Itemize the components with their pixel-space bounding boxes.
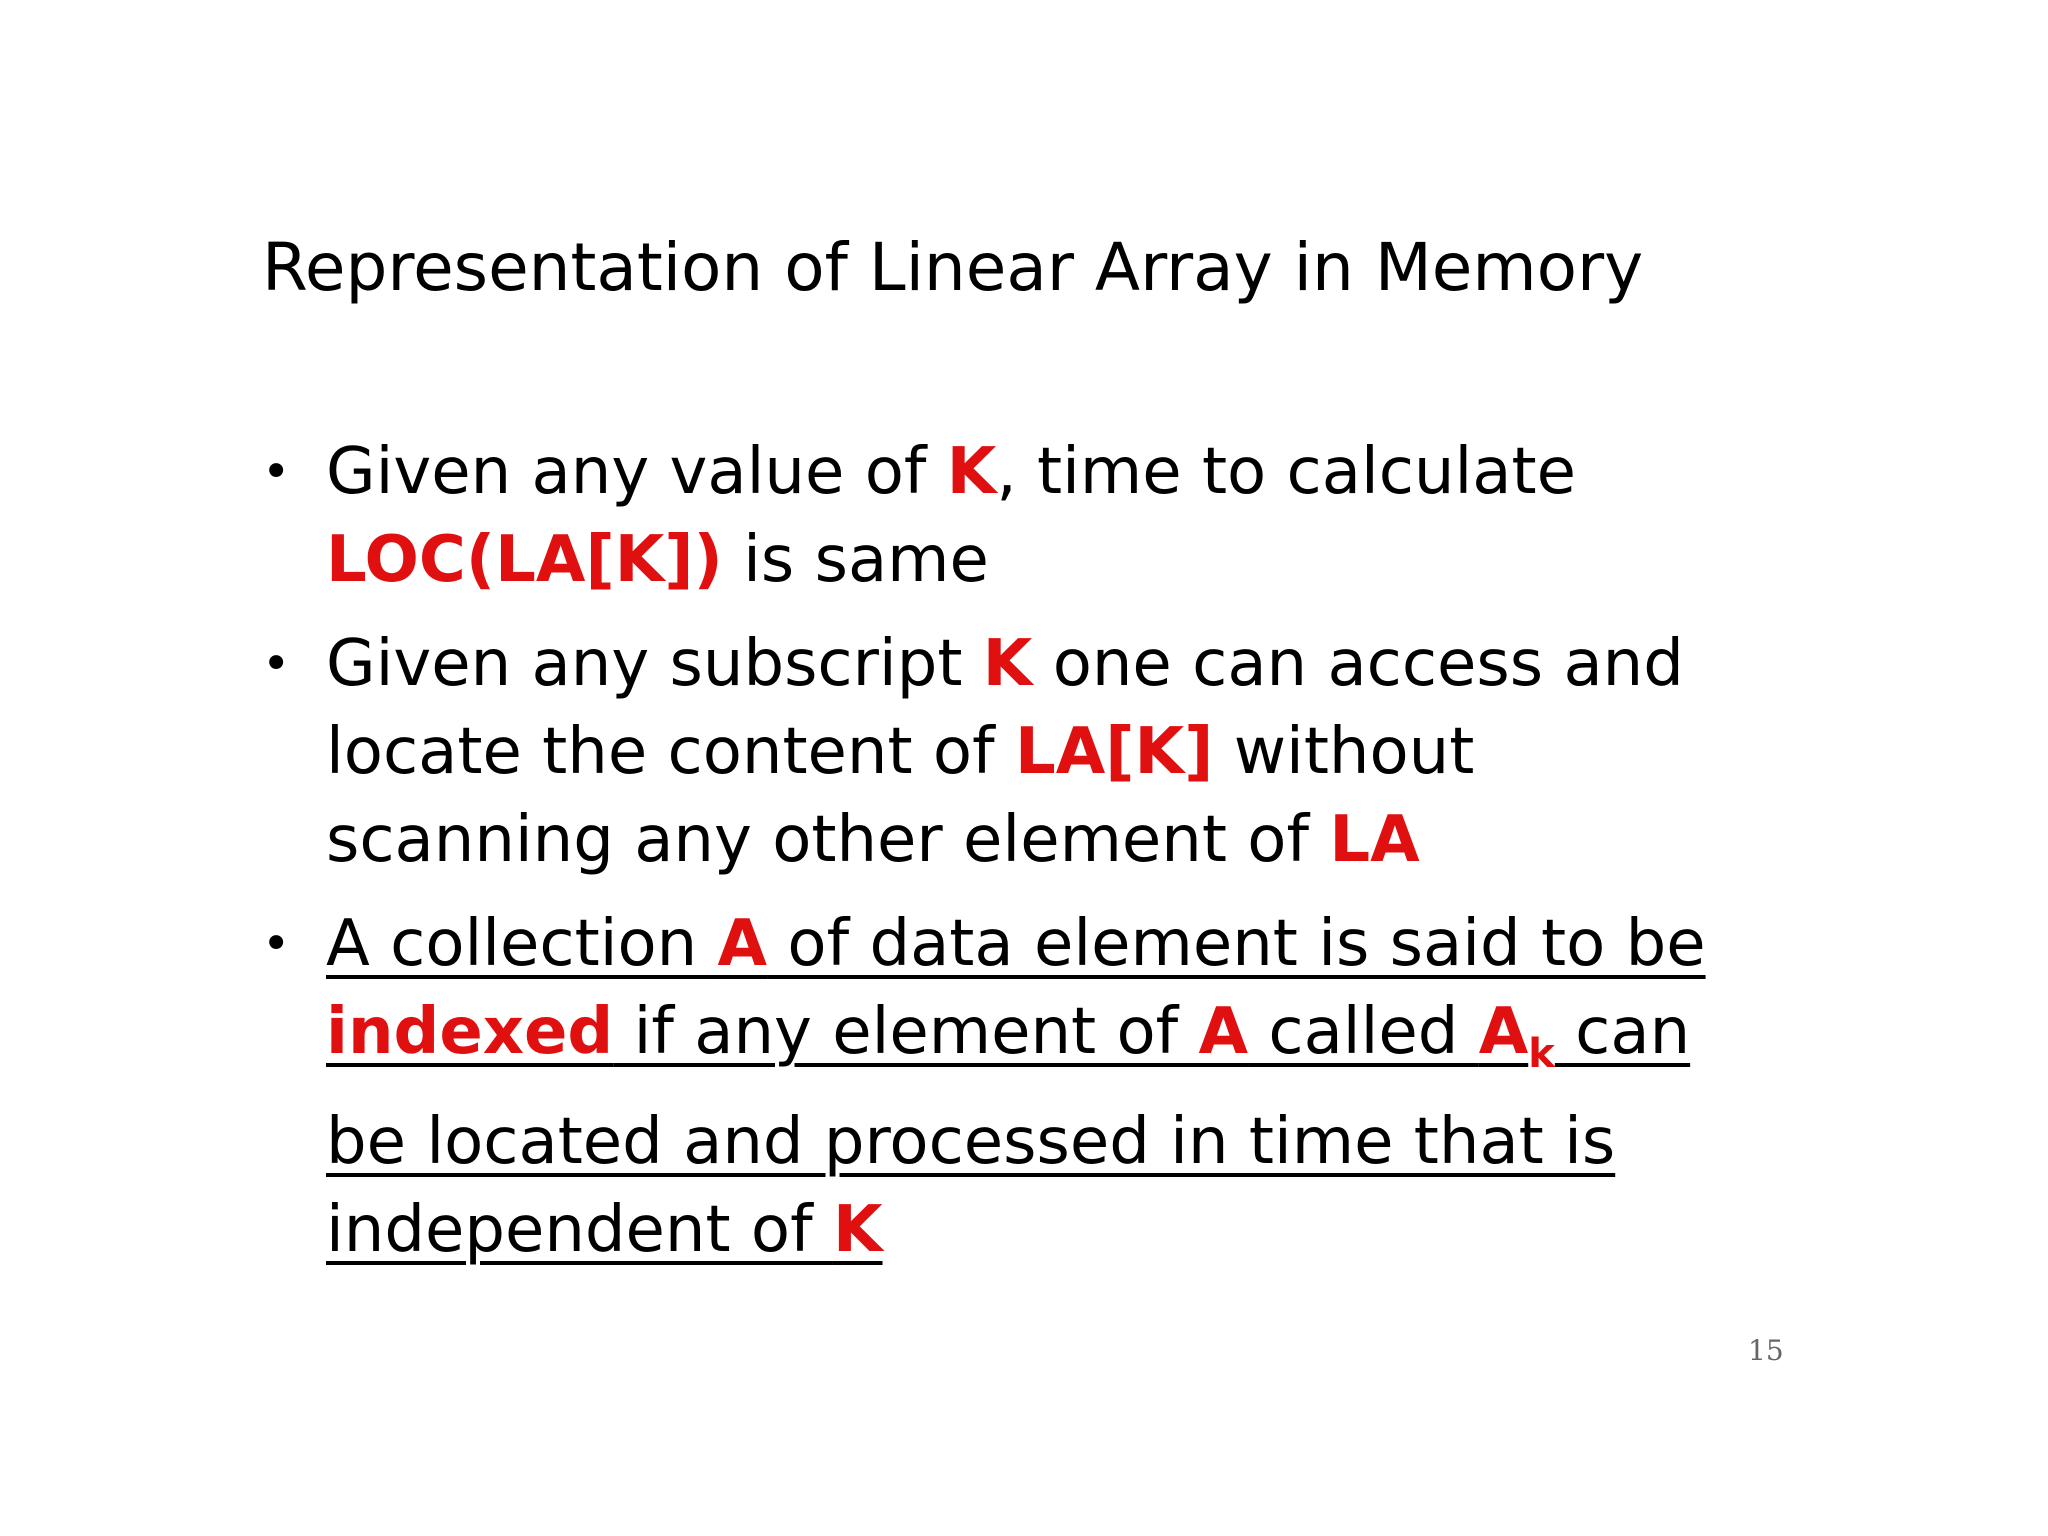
text-run: be located and processed in time that is [326,1104,1616,1179]
text-run: can [1554,995,1691,1069]
text-run: is same [722,523,989,597]
bullet-list [262,428,1822,1290]
text-run: Given any value of [326,435,947,509]
text-run: scanning any other element of [326,803,1330,877]
bullet-line [326,1186,1822,1274]
text-run: Given any subscript [326,627,983,701]
highlight-a-k [1478,995,1555,1077]
text-run: of data element is said to be [767,907,1706,981]
bullet-line [326,620,1822,708]
bullet-dot: • [262,916,291,972]
bullet-line [326,796,1822,884]
text-run: if any element of [613,995,1199,1069]
page-number: 15 [1748,1334,1784,1367]
bullet-item [262,428,1822,604]
bullet-item [262,620,1822,884]
text-run: , time to calculate [996,435,1576,509]
a-k-base: A [1478,995,1529,1069]
highlight-a: A [717,907,768,981]
bullet-line [326,516,1822,604]
bullet-line [326,428,1822,516]
highlight-k: K [982,627,1033,701]
bullet-line [326,1098,1822,1186]
text-run: A collection [326,907,718,981]
text-run: called [1248,995,1479,1069]
text-run: independent of [326,1192,833,1267]
text-run: without [1213,715,1475,789]
bullet-dot: • [262,636,291,692]
highlight-k: K [946,435,997,509]
highlight-loc: LOC(LA[K]) [326,523,723,597]
highlight-a: A [1198,995,1249,1069]
bullet-dot: • [262,444,291,500]
bullet-line [326,708,1822,796]
bullet-line [326,900,1822,988]
highlight-la: LA [1329,803,1420,877]
highlight-k: K [832,1192,883,1267]
bullet-line [326,988,1822,1098]
slide-title: Representation of Linear Array in Memory [262,229,1644,306]
highlight-indexed: indexed [326,995,614,1069]
highlight-la-k: LA[K] [1014,715,1214,789]
a-k-subscript: k [1528,1030,1555,1077]
text-run: locate the content of [326,715,1015,789]
bullet-item [262,900,1822,1274]
text-run: one can access and [1032,627,1684,701]
